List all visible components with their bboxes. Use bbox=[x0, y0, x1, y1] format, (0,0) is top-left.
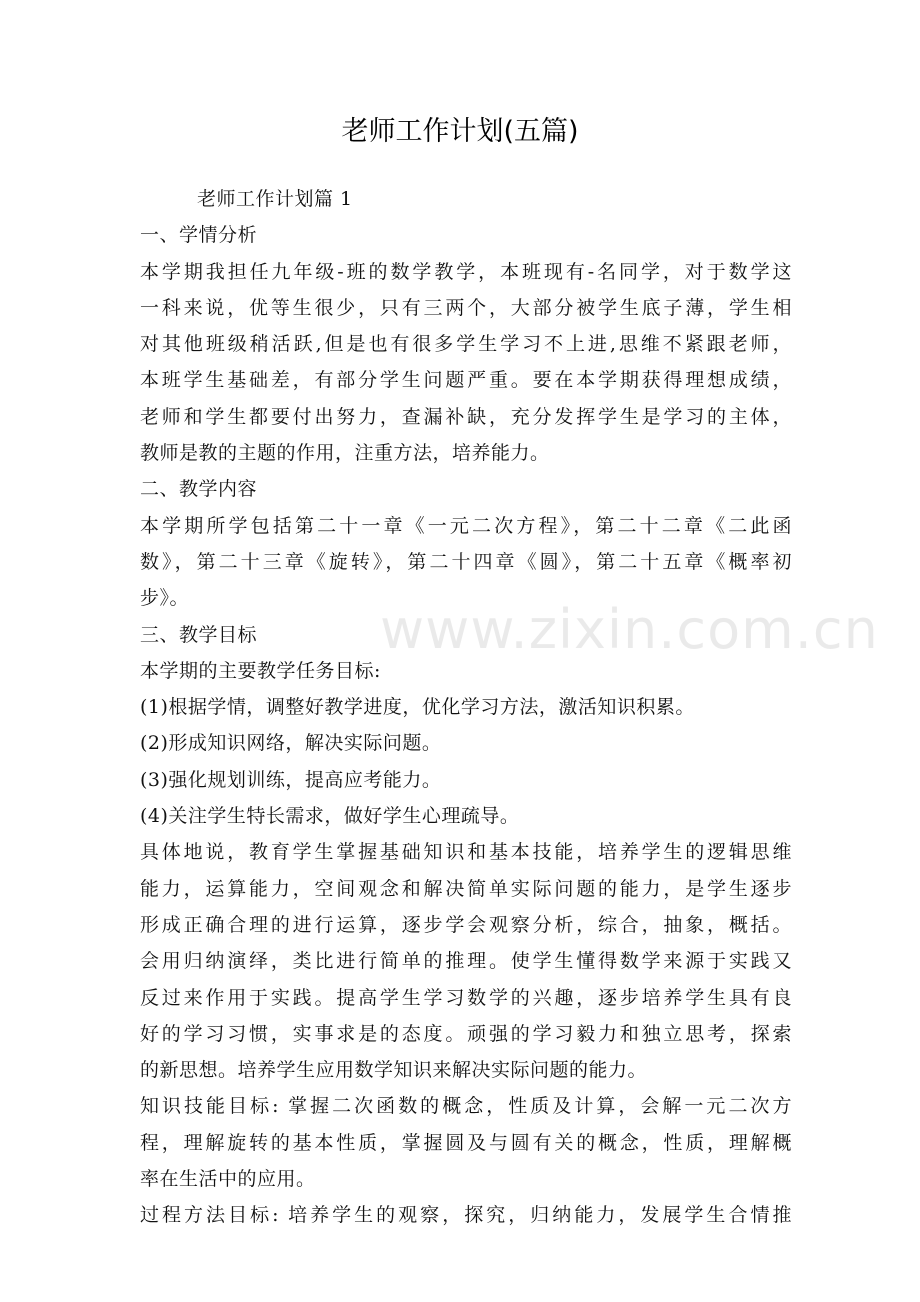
text-line: 能力，运算能力，空间观念和解决简单实际问题的能力，是学生逐步 bbox=[140, 877, 792, 900]
text-line: 知识技能目标: 掌握二次函数的概念，性质及计算，会解一元二次方 bbox=[140, 1095, 792, 1118]
text-line: (4)关注学生特长需求，做好学生心理疏导。 bbox=[140, 805, 520, 828]
text-line: 对其他班级稍活跃,但是也有很多学生学习不上进,思维不紧跟老师， bbox=[140, 333, 792, 356]
text-line: 本学期所学包括第二十一章《一元二次方程》，第二十二章《二此函 bbox=[140, 514, 792, 537]
text-line: 的新思想。培养学生应用数学知识来解决实际问题的能力。 bbox=[140, 1059, 648, 1082]
watermark: www.zixin.com.cn bbox=[380, 598, 879, 661]
text-line: 好的学习习惯，实事求是的态度。顽强的学习毅力和独立思考，探索 bbox=[140, 1022, 792, 1045]
text-line: (3)强化规划训练，提高应考能力。 bbox=[140, 768, 442, 791]
text-line: 老师工作计划篇 1 bbox=[197, 188, 353, 210]
text-line: 本班学生基础差，有部分学生问题严重。要在本学期获得理想成绩， bbox=[140, 369, 792, 392]
text-line: 三、教学目标 bbox=[140, 623, 258, 646]
text-line: (1)根据学情，调整好教学进度，优化学习方法，激活知识积累。 bbox=[140, 696, 695, 719]
text-line: 反过来作用于实践。提高学生学习数学的兴趣，逐步培养学生具有良 bbox=[140, 986, 792, 1009]
text-line: 具体地说，教育学生掌握基础知识和基本技能，培养学生的逻辑思维 bbox=[140, 841, 792, 864]
text-line: (2)形成知识网络，解决实际问题。 bbox=[140, 732, 442, 755]
text-line: 本学期的主要教学任务目标: bbox=[140, 659, 381, 682]
text-line: 老师和学生都要付出努力，查漏补缺，充分发挥学生是学习的主体， bbox=[140, 405, 792, 428]
text-line: 一科来说，优等生很少，只有三两个，大部分被学生底子薄，学生相 bbox=[140, 296, 792, 319]
document-title: 老师工作计划(五篇) bbox=[341, 116, 579, 147]
text-line: 率在生活中的应用。 bbox=[140, 1168, 316, 1191]
text-line: 一、学情分析 bbox=[140, 224, 258, 247]
text-line: 程，理解旋转的基本性质，掌握圆及与圆有关的概念，性质，理解概 bbox=[140, 1131, 792, 1154]
text-line: 会用归纳演绎，类比进行简单的推理。使学生懂得数学来源于实践又 bbox=[140, 950, 792, 973]
text-line: 数》，第二十三章《旋转》，第二十四章《圆》，第二十五章《概率初 bbox=[140, 550, 792, 573]
text-line: 本学期我担任九年级-班的数学教学，本班现有-名同学，对于数学这 bbox=[140, 260, 792, 283]
text-line: 二、教学内容 bbox=[140, 478, 258, 501]
document-body bbox=[140, 181, 792, 1234]
text-line: 形成正确合理的进行运算，逐步学会观察分析，综合，抽象，概括。 bbox=[140, 913, 792, 936]
text-line: 步》。 bbox=[140, 587, 190, 610]
text-line: 教师是教的主题的作用，注重方法，培养能力。 bbox=[140, 442, 550, 465]
text-line: 过程方法目标: 培养学生的观察，探究，归纳能力，发展学生合情推 bbox=[140, 1204, 792, 1227]
